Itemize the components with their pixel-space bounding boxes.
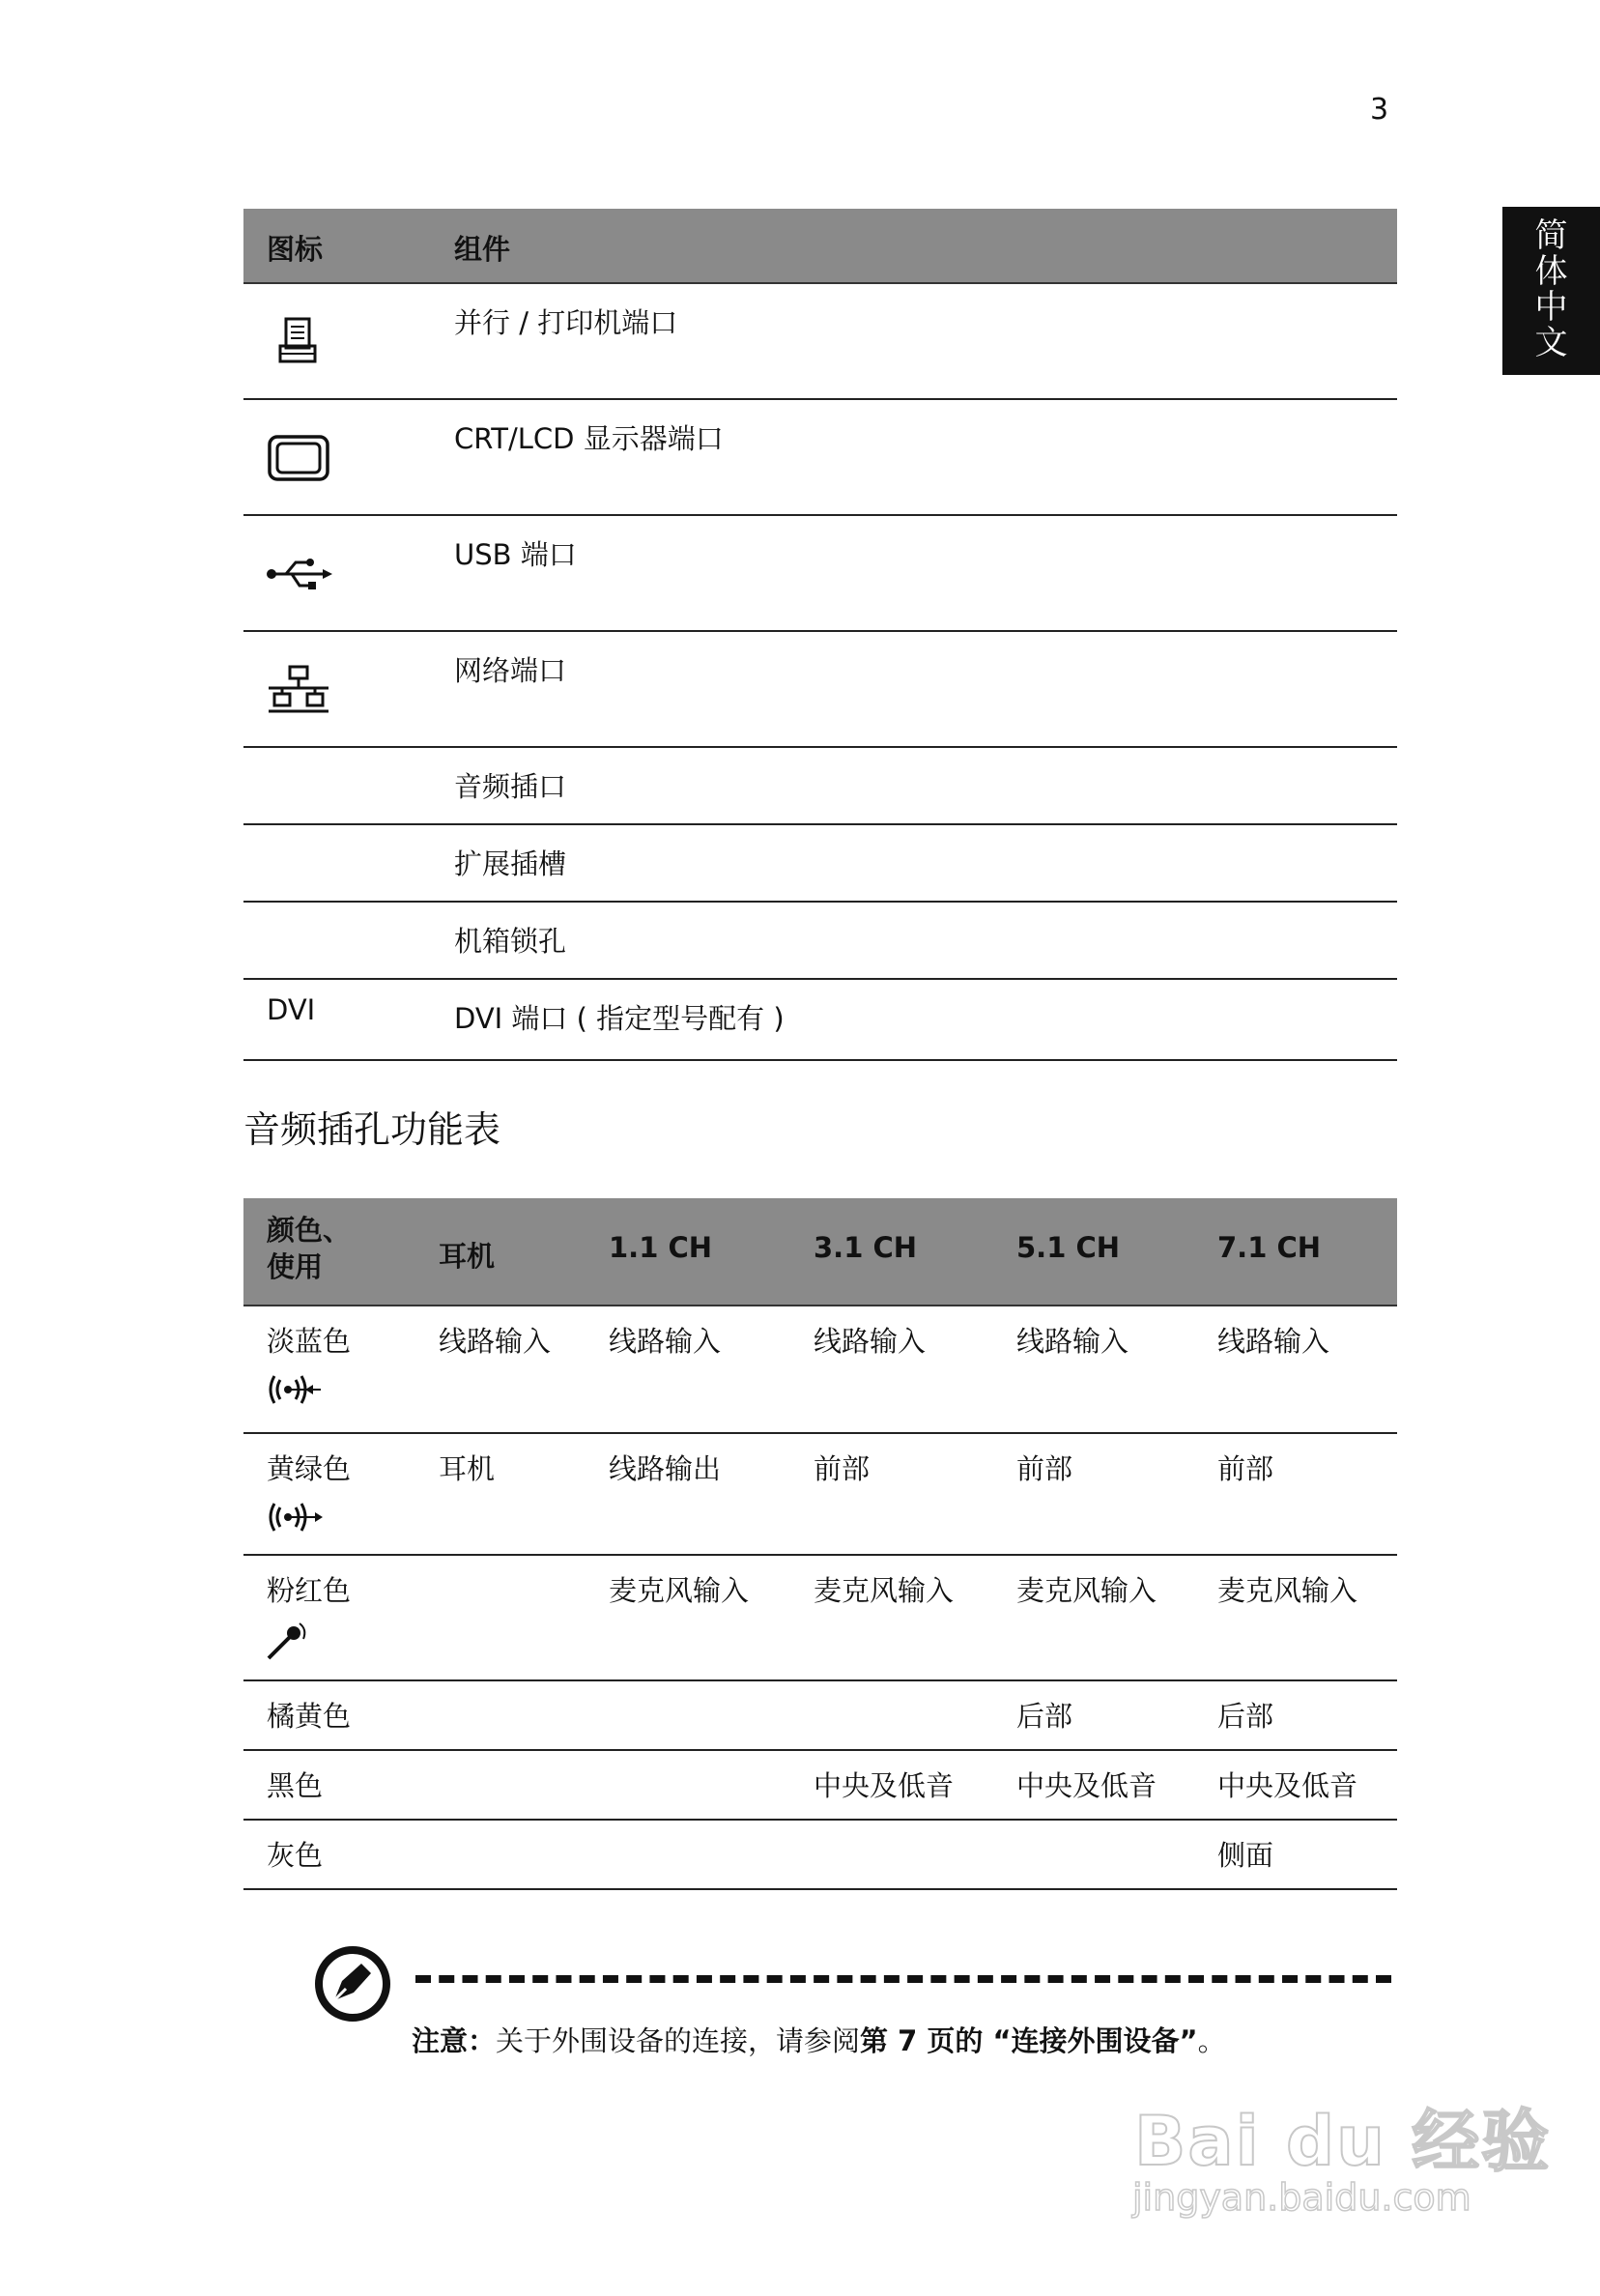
table-row <box>243 1821 1397 1890</box>
table-row <box>243 1434 1397 1556</box>
jack-function: 线路输入 <box>609 1325 722 1358</box>
audio-table <box>243 1198 1397 1890</box>
watermark-url: jingyan.baidu.com <box>1132 2176 1471 2219</box>
jack-color: 橘黄色 <box>267 1700 352 1733</box>
table-row <box>243 632 1397 748</box>
table-header <box>243 1198 1397 1306</box>
jack-function: 侧面 <box>1217 1839 1274 1872</box>
table-row <box>243 748 1397 825</box>
component-name: CRT/LCD 显示器端口 <box>454 422 724 455</box>
jack-function: 线路输入 <box>439 1325 552 1358</box>
components-table <box>243 209 1397 1061</box>
header-headphone: 耳机 <box>439 1240 496 1273</box>
icon-label: DVI <box>267 993 316 1026</box>
header-5-1-ch: 5.1 CH <box>1016 1231 1121 1264</box>
note-suffix: 。 <box>1197 2024 1226 2057</box>
jack-function: 后部 <box>1016 1700 1073 1733</box>
table-row <box>243 516 1397 632</box>
table-header <box>243 209 1397 284</box>
table-row <box>243 400 1397 516</box>
jack-function: 前部 <box>1016 1452 1073 1485</box>
microphone-icon <box>265 1620 309 1662</box>
note-text <box>412 2020 1226 2059</box>
jack-function: 线路输入 <box>814 1325 927 1358</box>
network-icon <box>265 665 332 715</box>
header-component: 组件 <box>454 233 511 266</box>
jack-function: 线路输出 <box>609 1452 722 1485</box>
language-tab <box>1502 207 1600 375</box>
component-name: 网络端口 <box>454 654 567 687</box>
jack-color: 黑色 <box>267 1769 324 1802</box>
printer-icon <box>265 317 332 367</box>
component-name: 机箱锁孔 <box>454 925 567 958</box>
jack-function: 中央及低音 <box>1217 1769 1358 1802</box>
table-row <box>243 1751 1397 1821</box>
jack-function: 中央及低音 <box>1016 1769 1157 1802</box>
jack-function: 后部 <box>1217 1700 1274 1733</box>
component-name: 扩展插槽 <box>454 847 567 880</box>
jack-function: 麦克风输入 <box>1217 1574 1358 1607</box>
language-tab-char: 体 <box>1534 252 1568 291</box>
header-7-1-ch: 7.1 CH <box>1217 1231 1322 1264</box>
table-row <box>243 825 1397 903</box>
monitor-icon <box>265 433 332 483</box>
section-title: 音频插孔功能表 <box>243 1108 501 1151</box>
header-3-1-ch: 3.1 CH <box>814 1231 918 1264</box>
line-in-icon <box>265 1370 323 1409</box>
note-reference: 第 7 页的 “连接外围设备” <box>860 2024 1198 2057</box>
jack-function: 中央及低音 <box>814 1769 955 1802</box>
language-tab-char: 简 <box>1534 216 1568 255</box>
note-pen-icon <box>313 1944 392 2023</box>
header-icon: 图标 <box>267 233 324 266</box>
watermark-logo-text: Bai du 经验 <box>1134 2102 1552 2181</box>
header-1-1-ch: 1.1 CH <box>609 1231 713 1264</box>
table-row <box>243 1681 1397 1751</box>
language-tab-char: 中 <box>1534 288 1568 327</box>
jack-function: 麦克风输入 <box>609 1574 750 1607</box>
line-out-icon <box>265 1498 323 1536</box>
jack-function: 前部 <box>814 1452 871 1485</box>
jack-function: 线路输入 <box>1016 1325 1129 1358</box>
note-divider <box>415 1975 1391 1983</box>
usb-icon <box>265 549 332 599</box>
note-body: 关于外围设备的连接，请参阅 <box>496 2024 861 2057</box>
jack-function: 前部 <box>1217 1452 1274 1485</box>
table-row <box>243 1556 1397 1681</box>
jack-color: 黄绿色 <box>267 1452 352 1485</box>
jack-color: 淡蓝色 <box>267 1325 352 1358</box>
jack-function: 耳机 <box>439 1452 496 1485</box>
note-prefix: 注意： <box>412 2024 497 2057</box>
table-row <box>243 980 1397 1061</box>
jack-function: 麦克风输入 <box>1016 1574 1157 1607</box>
component-name: USB 端口 <box>454 538 577 571</box>
component-name: 并行 / 打印机端口 <box>454 306 678 339</box>
component-name: 音频插口 <box>454 770 567 803</box>
jack-function: 麦克风输入 <box>814 1574 955 1607</box>
language-tab-char: 文 <box>1534 324 1568 362</box>
header-color-use: 颜色、使用 <box>267 1214 352 1283</box>
jack-color: 灰色 <box>267 1839 324 1872</box>
table-row <box>243 284 1397 400</box>
table-row <box>243 903 1397 980</box>
page-number: 3 <box>1370 93 1389 127</box>
table-row <box>243 1306 1397 1434</box>
jack-color: 粉红色 <box>267 1574 352 1607</box>
component-name: DVI 端口 ( 指定型号配有 ) <box>454 1002 785 1035</box>
jack-function: 线路输入 <box>1217 1325 1330 1358</box>
